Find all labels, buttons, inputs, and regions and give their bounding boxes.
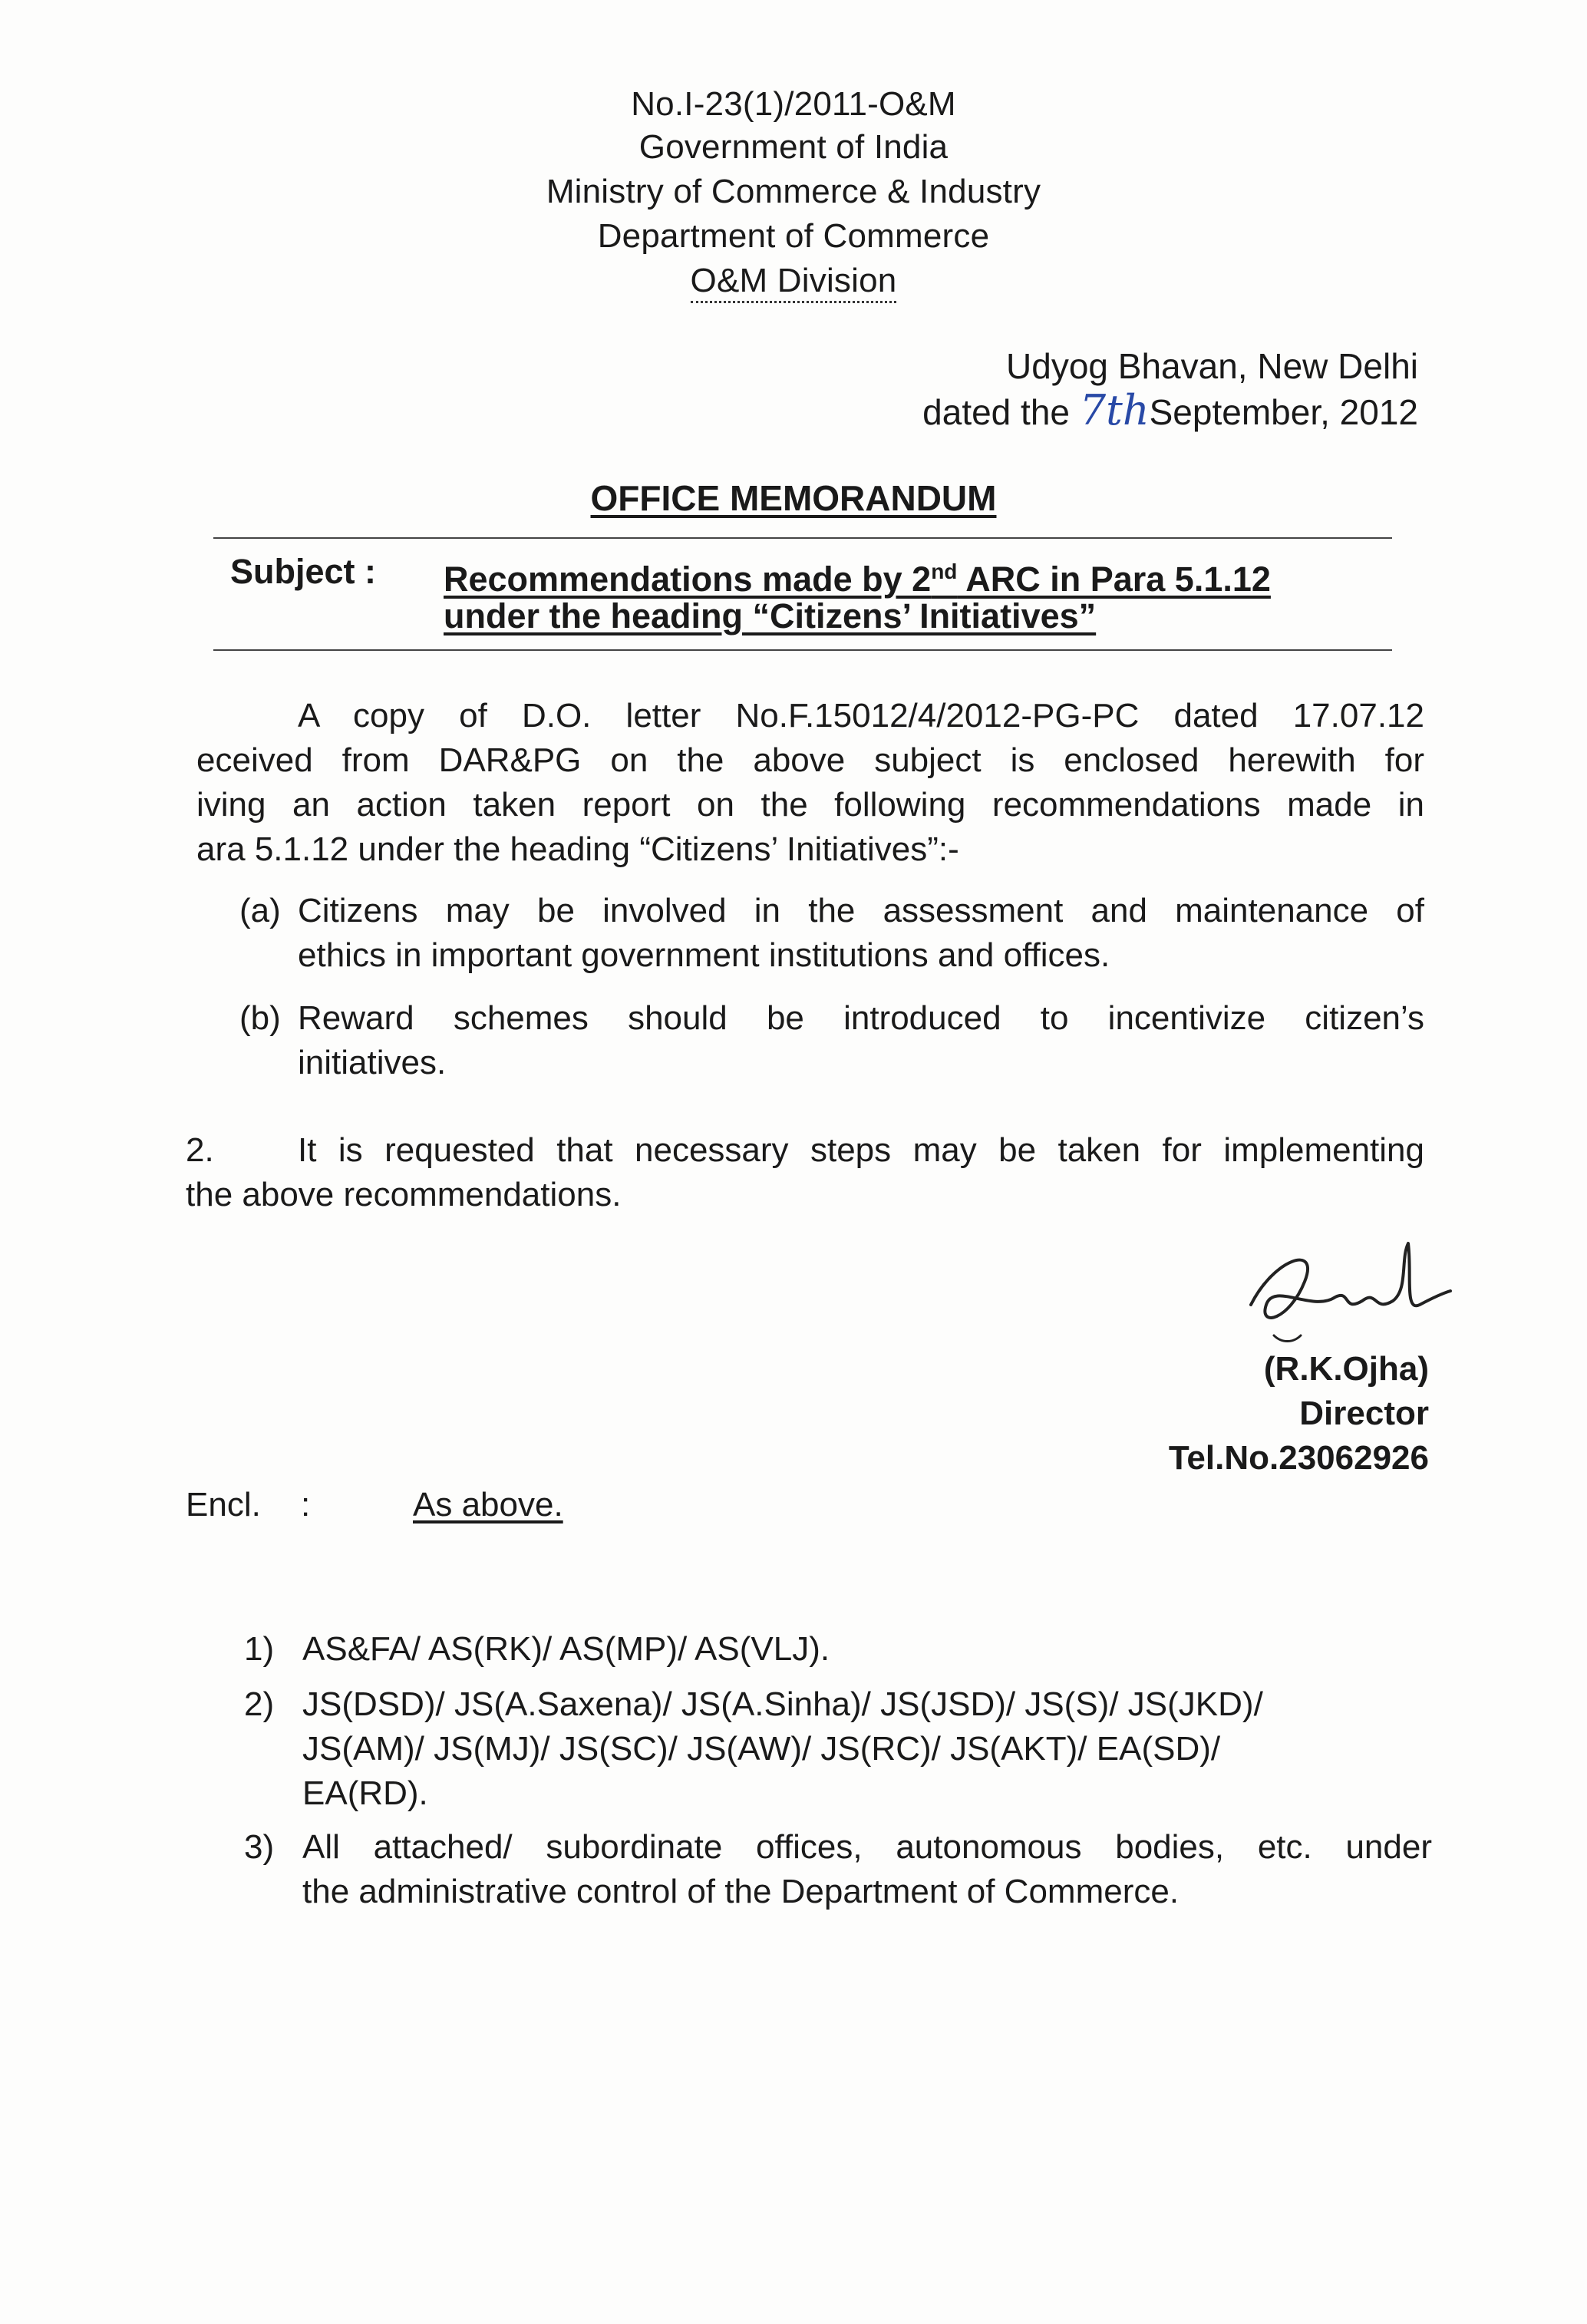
distribution-item-2-line-3: EA(RD). <box>302 1774 428 1812</box>
item-a-line-2: ethics in important government institutions and offices. <box>298 936 1110 974</box>
item-a-line-1: Citizens may be involved in the assessment and maintenance of <box>298 892 1424 929</box>
distribution-item-3-line-2: the administrative control of the Department of Commerce. <box>302 1873 1180 1910</box>
para1-line-1: A copy of D.O. letter No.F.15012/4/2012-PG-PC dated 17.07.12 <box>298 697 1424 735</box>
para2-line-1: It is requested that necessary steps may be taken for implementing <box>298 1131 1424 1169</box>
subject-label: Subject : <box>230 552 377 591</box>
handwritten-signature <box>1228 1228 1458 1358</box>
month-year: September, 2012 <box>1149 392 1418 432</box>
enclosure-value: As above. <box>413 1486 563 1523</box>
government-name: Government of India <box>638 128 949 166</box>
memo-title: OFFICE MEMORANDUM <box>590 478 997 518</box>
distribution-item-2-line-2: JS(AM)/ JS(MJ)/ JS(SC)/ JS(AW)/ JS(RC)/ JS(AKT)/ EA(SD)/ <box>302 1730 1221 1768</box>
signatory-designation: Director <box>1299 1395 1429 1432</box>
enclosure-colon: : <box>301 1486 311 1523</box>
place: Udyog Bhavan, New Delhi <box>1006 346 1418 386</box>
signatory-name: (R.K.Ojha) <box>1263 1350 1429 1388</box>
item-a-marker: (a) <box>239 892 281 929</box>
para2-number: 2. <box>186 1131 214 1169</box>
top-rule <box>213 537 1392 539</box>
department-name: Department of Commerce <box>597 217 990 255</box>
signatory-telephone: Tel.No.23062926 <box>1168 1439 1429 1477</box>
para1-line-4: ara 5.1.12 under the heading “Citizens’ Initiatives”:- <box>196 830 959 868</box>
subject-line-2: under the heading “Citizens’ Initiatives” <box>444 596 1097 635</box>
para1-line-2: eceived from DAR&PG on the above subject is enclosed herewith for <box>196 741 1424 779</box>
ministry-name: Ministry of Commerce & Industry <box>546 173 1041 210</box>
distribution-item-2-line-1: JS(DSD)/ JS(A.Saxena)/ JS(A.Sinha)/ JS(JSD)/ JS(S)/ JS(JKD)/ <box>302 1685 1263 1723</box>
distribution-number-2: 2) <box>244 1685 275 1723</box>
bottom-rule <box>213 649 1392 651</box>
subject-line-1: Recommendations made by 2nd ARC in Para 5.1.12 <box>444 560 1271 599</box>
enclosure-label: Encl. <box>186 1486 261 1523</box>
item-b-marker: (b) <box>239 999 281 1037</box>
handwritten-day: 7th <box>1079 386 1150 434</box>
date-line <box>922 388 1418 434</box>
distribution-number-3: 3) <box>244 1828 275 1866</box>
para1-line-3: iving an action taken report on the following recommendations made in <box>196 786 1424 824</box>
reference-number: No.I-23(1)/2011-O&M <box>631 85 956 123</box>
division-name: O&M Division <box>0 259 1587 302</box>
dated-prefix: dated the <box>922 392 1070 432</box>
distribution-item-3-line-1: All attached/ subordinate offices, autonomous bodies, etc. under <box>302 1828 1432 1866</box>
distribution-item-1-line-1: AS&FA/ AS(RK)/ AS(MP)/ AS(VLJ). <box>302 1630 830 1668</box>
item-b-line-2: initiatives. <box>298 1044 447 1081</box>
para2-line-2: the above recommendations. <box>186 1176 622 1213</box>
distribution-number-1: 1) <box>244 1630 275 1668</box>
item-b-line-1: Reward schemes should be introduced to incentivize citizen’s <box>298 999 1424 1037</box>
